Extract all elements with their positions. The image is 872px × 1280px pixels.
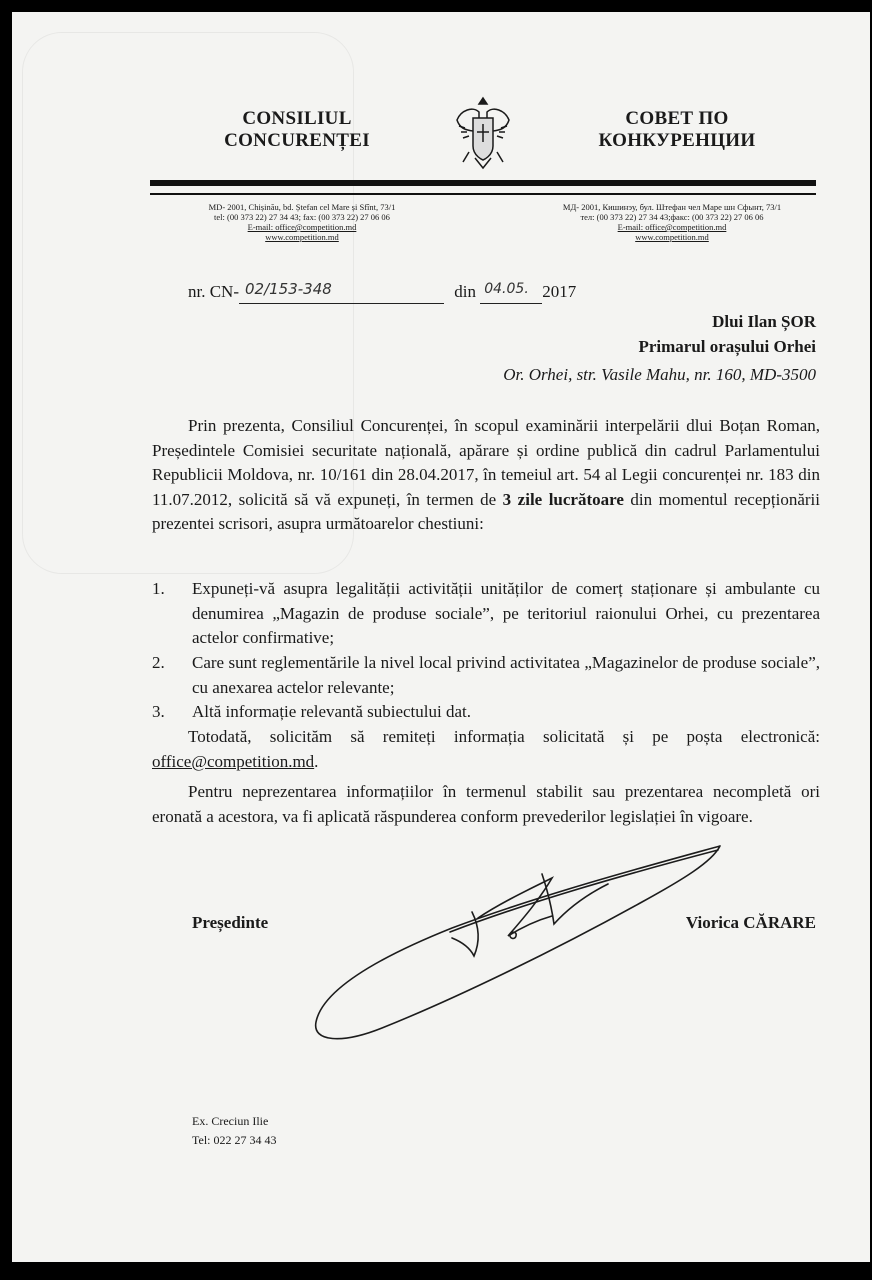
body-para2-email-link[interactable]: office@competition.md <box>152 751 315 771</box>
letter-page <box>12 12 870 1262</box>
header-left-title-line1: CONSILIUL <box>242 108 352 129</box>
coat-of-arms-icon <box>449 92 517 176</box>
reference-prefix: nr. CN- <box>188 282 239 301</box>
reference-number-handwritten: 02/153-348 <box>245 280 332 298</box>
reference-date-field <box>480 283 542 304</box>
list-item-text: Altă informație relevantă subiectului dat. <box>192 702 471 721</box>
right-address-line1: МД- 2001, Кишинэу, бул. Штефан чел Маре шн Сфынт, 73/1 <box>562 202 782 212</box>
recipient-title: Primarul orașului Orhei <box>638 337 816 356</box>
body-para1-end: din momentul recepționării prezentei scrisori, asupra următoarelor chestiuni: <box>152 489 820 533</box>
header-rule-thin <box>150 193 816 195</box>
reference-number-field <box>239 280 444 304</box>
list-item-number: 2. <box>152 653 165 672</box>
reference-year: 2017 <box>542 282 577 301</box>
body-paragraph-2 <box>152 725 820 774</box>
body-para2-end: . <box>314 751 319 771</box>
body-paragraph-3 <box>152 780 820 829</box>
body-para1-bold: 3 zile lucrătoare <box>502 489 624 509</box>
footer-executor: Ex. Creciun Ilie <box>192 1114 269 1128</box>
header-right-title-line2: КОНКУРЕНЦИИ <box>598 130 756 151</box>
right-address-line2: тел: (00 373 22) 27 34 43;факс: (00 373 22) 27 06 06 <box>580 212 764 222</box>
header-left-title <box>212 108 382 152</box>
signature-role: Președinte <box>192 913 269 932</box>
reference-date-prefix: din <box>454 282 476 301</box>
left-email-link[interactable]: E-mail: office@competition.md <box>247 222 357 232</box>
header-left-title-line2: CONCURENȚEI <box>224 130 370 151</box>
left-address-line2: tel: (00 373 22) 27 34 43; fax: (00 373 22) 27 06 06 <box>214 212 390 222</box>
list-item-number: 3. <box>152 702 165 721</box>
header-right-title-line1: СОВЕТ ПО <box>625 108 729 129</box>
list-item-text: Care sunt reglementările la nivel local privind activitatea „Magazinelor de produse sociale”, cu anexarea actelor relevante; <box>192 653 820 697</box>
footer-block <box>192 1112 277 1150</box>
right-email-link[interactable]: E-mail: office@competition.md <box>617 222 727 232</box>
handwritten-signature-icon <box>302 832 732 1052</box>
list-item-number: 1. <box>152 579 165 598</box>
list-item-text: Expuneți-vă asupra legalității activității unităților de comerț staționare și ambulante cu denumirea „Magazin de produse sociale”, pe teritoriul raionului Orhei, cu prezentarea actelor confirmative; <box>192 579 820 647</box>
reference-date-handwritten: 04.05. <box>484 281 529 297</box>
signature-name: Viorica CĂRARE <box>685 913 816 932</box>
body-para2-text: Totodată, solicităm să remiteți informația solicitată și pe poșta electronică: <box>188 727 820 746</box>
right-web-link[interactable]: www.competition.md <box>635 232 709 242</box>
header-rule-thick <box>150 180 816 186</box>
header-right-address <box>532 202 812 242</box>
left-address-line1: MD- 2001, Chișinău, bd. Ștefan cel Mare și Sfînt, 73/1 <box>208 202 396 212</box>
body-paragraph-1 <box>152 414 820 537</box>
left-web-link[interactable]: www.competition.md <box>265 232 339 242</box>
reference-line <box>188 280 576 304</box>
body-para1-start: Prin prezenta, Consiliul Concurenței, în scopul examinării interpelării dlui Boțan Roman, Președintele Comisiei securitate națională, apărare și ordine publică din cadrul Parlamentului Republicii Moldova, nr. 10/161 din 28.04.2017, în temeiul art. 54 al Legii concurenței nr. 183 din 11.07.2012, solicită să vă expuneți, în termen de <box>152 416 820 509</box>
footer-phone: Tel: 022 27 34 43 <box>192 1133 277 1147</box>
body-para3-text: Pentru neprezentarea informațiilor în termenul stabilit sau prezentarea necompletă ori eronată a acestora, va fi aplicată răspunderea conform prevederilor legislației în vigoare. <box>152 782 820 826</box>
header-left-address <box>172 202 432 242</box>
recipient-address: Or. Orhei, str. Vasile Mahu, nr. 160, MD-3500 <box>503 365 816 384</box>
header-right-title <box>582 108 772 152</box>
recipient-name: Dlui Ilan ȘOR <box>712 312 816 331</box>
recipient-block <box>503 309 816 387</box>
